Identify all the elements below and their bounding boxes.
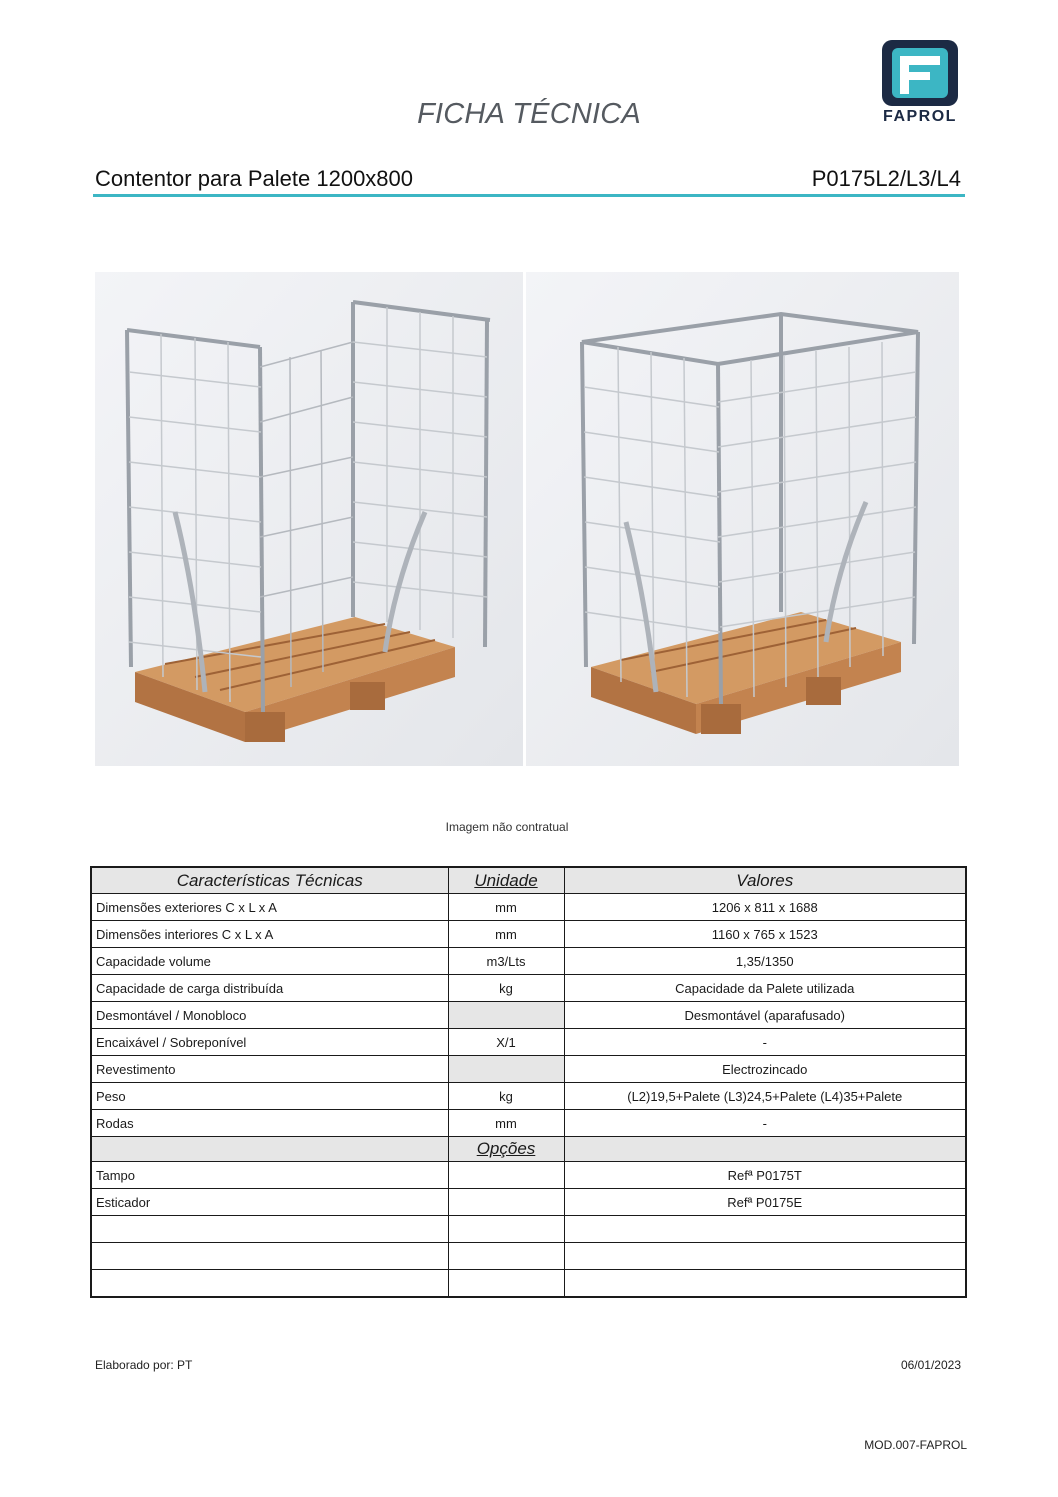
value-cell: - (564, 1029, 966, 1056)
footer-date: 06/01/2023 (900, 1358, 961, 1372)
value-cell: 1,35/1350 (564, 948, 966, 975)
unit-cell (448, 1056, 564, 1083)
options-spacer (564, 1137, 966, 1162)
feature-cell (91, 1270, 448, 1298)
table-row (91, 1162, 966, 1189)
table-row (91, 1056, 966, 1083)
feature-cell: Tampo (91, 1162, 448, 1189)
technical-specs-table (90, 866, 967, 1298)
value-cell: 1160 x 765 x 1523 (564, 921, 966, 948)
table-row (91, 1083, 966, 1110)
feature-cell: Dimensões interiores C x L x A (91, 921, 448, 948)
feature-cell: Rodas (91, 1110, 448, 1137)
table-row (91, 948, 966, 975)
table-row (91, 894, 966, 921)
options-spacer (91, 1137, 448, 1162)
value-cell: 1206 x 811 x 1688 (564, 894, 966, 921)
unit-cell: kg (448, 1083, 564, 1110)
pallet-cage-open-illustration (95, 272, 523, 766)
table-row (91, 921, 966, 948)
value-cell: - (564, 1110, 966, 1137)
unit-cell (448, 1216, 564, 1243)
unit-cell: mm (448, 921, 564, 948)
unit-cell (448, 1162, 564, 1189)
unit-cell: X/1 (448, 1029, 564, 1056)
value-cell: Capacidade da Palete utilizada (564, 975, 966, 1002)
feature-cell: Esticador (91, 1189, 448, 1216)
unit-cell (448, 1189, 564, 1216)
footer-author: Elaborado por: PT (95, 1358, 193, 1372)
feature-cell (91, 1216, 448, 1243)
value-cell: (L2)19,5+Palete (L3)24,5+Palete (L4)35+Palete (564, 1083, 966, 1110)
table-row (91, 975, 966, 1002)
value-cell (564, 1216, 966, 1243)
pallet-cage-closed-illustration (526, 272, 959, 766)
header-feature: Características Técnicas (91, 867, 448, 894)
unit-cell (448, 1002, 564, 1029)
unit-cell (448, 1270, 564, 1298)
logo-wordmark: FAPROL (883, 108, 957, 125)
table-row (91, 1243, 966, 1270)
value-cell (564, 1270, 966, 1298)
header-value: Valores (564, 867, 966, 894)
product-reference: P0175L2/L3/L4 (811, 166, 961, 191)
product-header (93, 164, 965, 197)
image-caption: Imagem não contratual (445, 820, 569, 834)
feature-cell: Encaixável / Sobreponível (91, 1029, 448, 1056)
feature-cell: Revestimento (91, 1056, 448, 1083)
table-row (91, 1216, 966, 1243)
table-header-row (91, 867, 966, 894)
table-row (91, 1189, 966, 1216)
document-title: FICHA TÉCNICA (417, 98, 641, 130)
value-cell (564, 1243, 966, 1270)
feature-cell (91, 1243, 448, 1270)
footer-model-code: MOD.007-FAPROL (864, 1438, 967, 1452)
unit-cell: kg (448, 975, 564, 1002)
table-row (91, 1270, 966, 1298)
value-cell: Electrozincado (564, 1056, 966, 1083)
table-row (91, 1110, 966, 1137)
table-row (91, 1002, 966, 1029)
product-name: Contentor para Palete 1200x800 (95, 166, 414, 191)
feature-cell: Desmontável / Monobloco (91, 1002, 448, 1029)
header-unit: Unidade (448, 867, 564, 894)
unit-cell (448, 1243, 564, 1270)
feature-cell: Dimensões exteriores C x L x A (91, 894, 448, 921)
value-cell: Refª P0175T (564, 1162, 966, 1189)
options-label: Opções (448, 1137, 564, 1162)
table-row (91, 1029, 966, 1056)
unit-cell: mm (448, 1110, 564, 1137)
feature-cell: Peso (91, 1083, 448, 1110)
unit-cell: m3/Lts (448, 948, 564, 975)
feature-cell: Capacidade de carga distribuída (91, 975, 448, 1002)
value-cell: Desmontável (aparafusado) (564, 1002, 966, 1029)
value-cell: Refª P0175E (564, 1189, 966, 1216)
feature-cell: Capacidade volume (91, 948, 448, 975)
unit-cell: mm (448, 894, 564, 921)
options-header-row (91, 1137, 966, 1162)
